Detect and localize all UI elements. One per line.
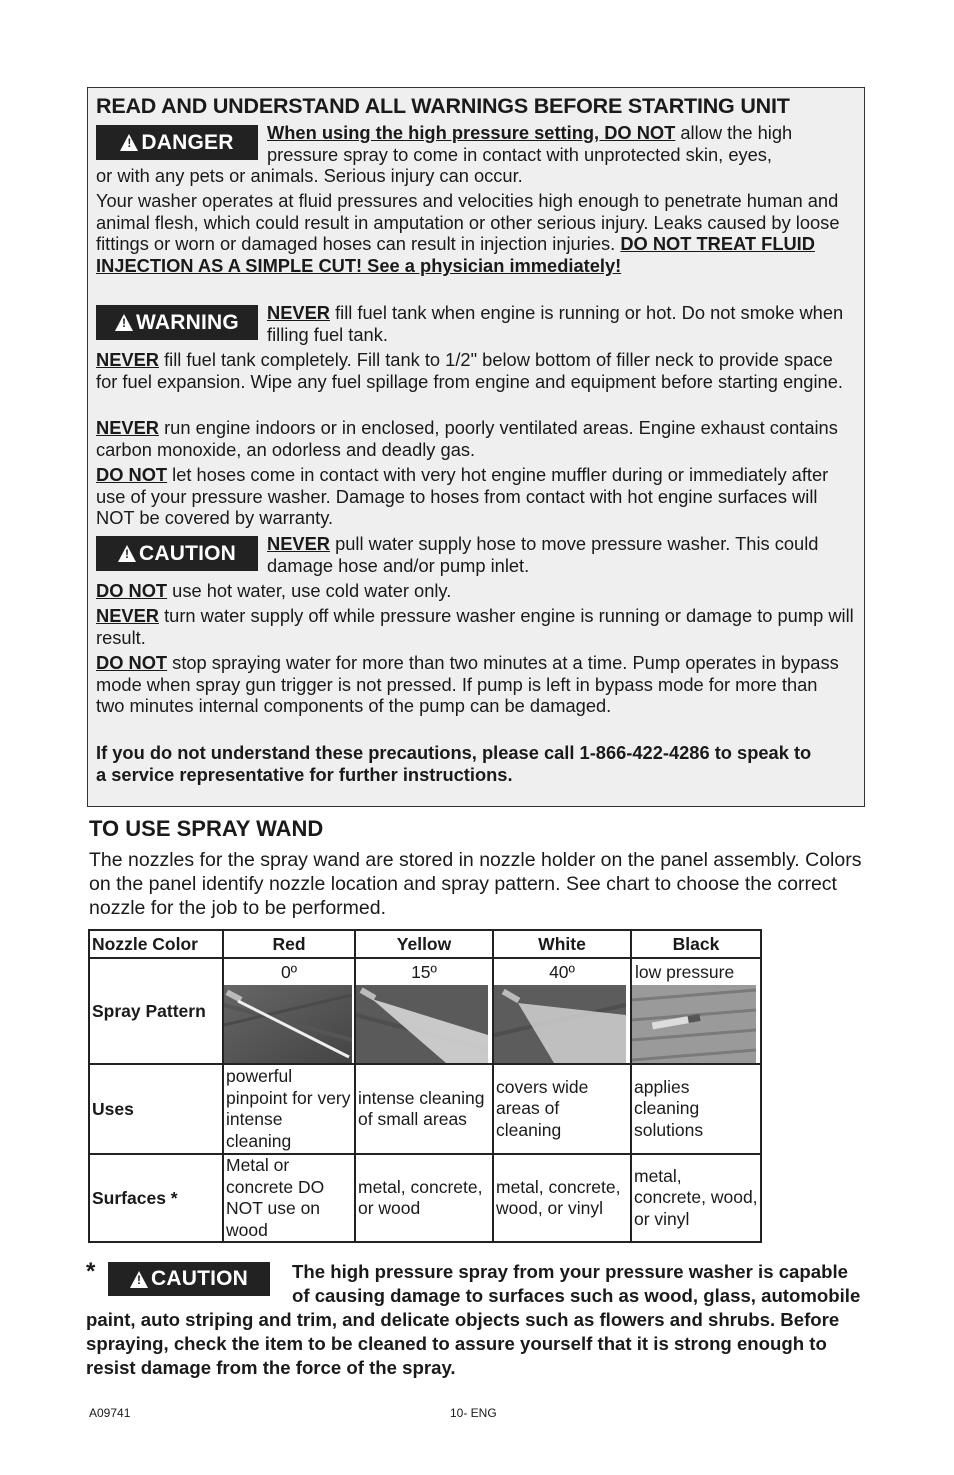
caution-paragraph-4: DO NOT stop spraying water for more than two minutes at a time. Pump operates in bypass mode when spray gun trigger is not pressed. If pump is left in bypass mode for more than two minutes internal components of the pump can be damaged. (96, 652, 839, 717)
header-cell: Black (631, 930, 761, 958)
alert-icon: ! (120, 134, 138, 151)
warning-paragraph-3: NEVER run engine indoors or in enclosed, poorly ventilated areas. Engine exhaust contains carbon monoxide, an odorless and deadly gas. (96, 417, 838, 460)
warning-paragraph-4: DO NOT let hoses come in contact with very hot engine muffler during or immediately after use of your pressure washer. Damage to hoses from contact with hot engine surfaces will NOT be covered by warranty. (96, 464, 829, 529)
warnings-title: READ AND UNDERSTAND ALL WARNINGS BEFORE STARTING UNIT (96, 94, 790, 118)
spray-wand-intro: The nozzles for the spray wand are stored in nozzle holder on the panel assembly. Colors on the panel identify nozzle location and spray pattern. See chart to choose the correct nozzle for the job to be performed. (89, 849, 862, 919)
warnings-box (87, 87, 865, 807)
caution-paragraph-1: NEVER pull water supply hose to move pressure washer. This could damage hose and/or pump inlet. (267, 533, 819, 576)
pattern-cell-white: 40º (493, 958, 631, 1064)
danger-paragraph-1: When using the high pressure setting, DO NOT allow the high pressure spray to come in contact with unprotected skin, eyes, (267, 122, 793, 165)
header-cell: Nozzle Color (89, 930, 223, 958)
table-cell: metal, concrete, or wood (355, 1154, 493, 1242)
table-cell: covers wide areas of cleaning (493, 1064, 631, 1154)
page-number: 10- ENG (450, 1406, 497, 1420)
caution-badge: ! CAUTION (96, 536, 258, 571)
danger-paragraph-1-cont: or with any pets or animals. Serious injury can occur. (96, 165, 523, 186)
table-row (89, 958, 761, 1064)
spray-photo-low-pressure (632, 985, 756, 1063)
row-label: Spray Pattern (89, 958, 223, 1064)
pattern-cell-red: 0º (223, 958, 355, 1064)
spray-photo-0-degree (224, 985, 352, 1063)
pattern-cell-yellow: 15º (355, 958, 493, 1064)
asterisk: * (86, 1258, 96, 1285)
warnings-closing: If you do not understand these precautions, please call 1-866-422-4286 to speak to a service representative for further instructions. (96, 742, 812, 785)
nozzle-table (88, 929, 762, 1243)
row-label: Surfaces * (89, 1154, 223, 1242)
table-cell: intense cleaning of small areas (355, 1064, 493, 1154)
spray-photo-15-degree (356, 985, 488, 1063)
table-row (89, 1154, 761, 1242)
header-cell: White (493, 930, 631, 958)
spray-photo-40-degree (494, 985, 626, 1063)
danger-badge: ! DANGER (96, 125, 258, 160)
header-cell: Yellow (355, 930, 493, 958)
spray-wand-heading: TO USE SPRAY WAND (89, 816, 324, 841)
table-cell: metal, concrete, wood, or vinyl (493, 1154, 631, 1242)
table-cell: Metal or concrete DO NOT use on wood (223, 1154, 355, 1242)
table-cell: metal, concrete, wood, or vinyl (631, 1154, 761, 1242)
surface-caution-text: The high pressure spray from your pressure washer is capable of causing damage to surfaces such as wood, glass, automobile paint, auto striping and trim, and delicate objects such as flowers and shrubs. Before spraying, check the item to be cleaned to assure yourself that it is strong enough to resist damage from the force of the spray. (86, 1261, 861, 1378)
caution-paragraph-2: DO NOT use hot water, use cold water only. (96, 580, 452, 601)
row-label: Uses (89, 1064, 223, 1154)
alert-icon: ! (118, 545, 136, 562)
table-cell: applies cleaning solutions (631, 1064, 761, 1154)
table-row (89, 1064, 761, 1154)
warning-paragraph-1: NEVER fill fuel tank when engine is running or hot. Do not smoke when filling fuel tank. (267, 302, 844, 345)
alert-icon: ! (130, 1271, 148, 1288)
warning-badge: ! WARNING (96, 305, 258, 340)
caution-paragraph-3: NEVER turn water supply off while pressure washer engine is running or damage to pump will result. (96, 605, 854, 648)
warning-paragraph-2: NEVER fill fuel tank completely. Fill tank to 1/2" below bottom of filler neck to provide space for fuel expansion. Wipe any fuel spillage from engine and equipment before starting engine. (96, 349, 843, 392)
document-code: A09741 (89, 1406, 131, 1420)
header-cell: Red (223, 930, 355, 958)
alert-icon: ! (115, 314, 133, 331)
table-header-row (89, 930, 761, 958)
table-cell: powerful pinpoint for very intense cleaning (223, 1064, 355, 1154)
danger-paragraph-2: Your washer operates at fluid pressures and velocities high enough to penetrate human and animal flesh, which could result in amputation or other serious injury. Leaks caused by loose fittings or worn or damaged hoses can result in injection injuries. DO NOT TREAT FLUID INJECTION AS A SIMPLE CUT! See a physician immediately! (96, 190, 840, 277)
pattern-cell-black: low pressure (631, 958, 761, 1064)
caution-badge: ! CAUTION (108, 1262, 270, 1296)
